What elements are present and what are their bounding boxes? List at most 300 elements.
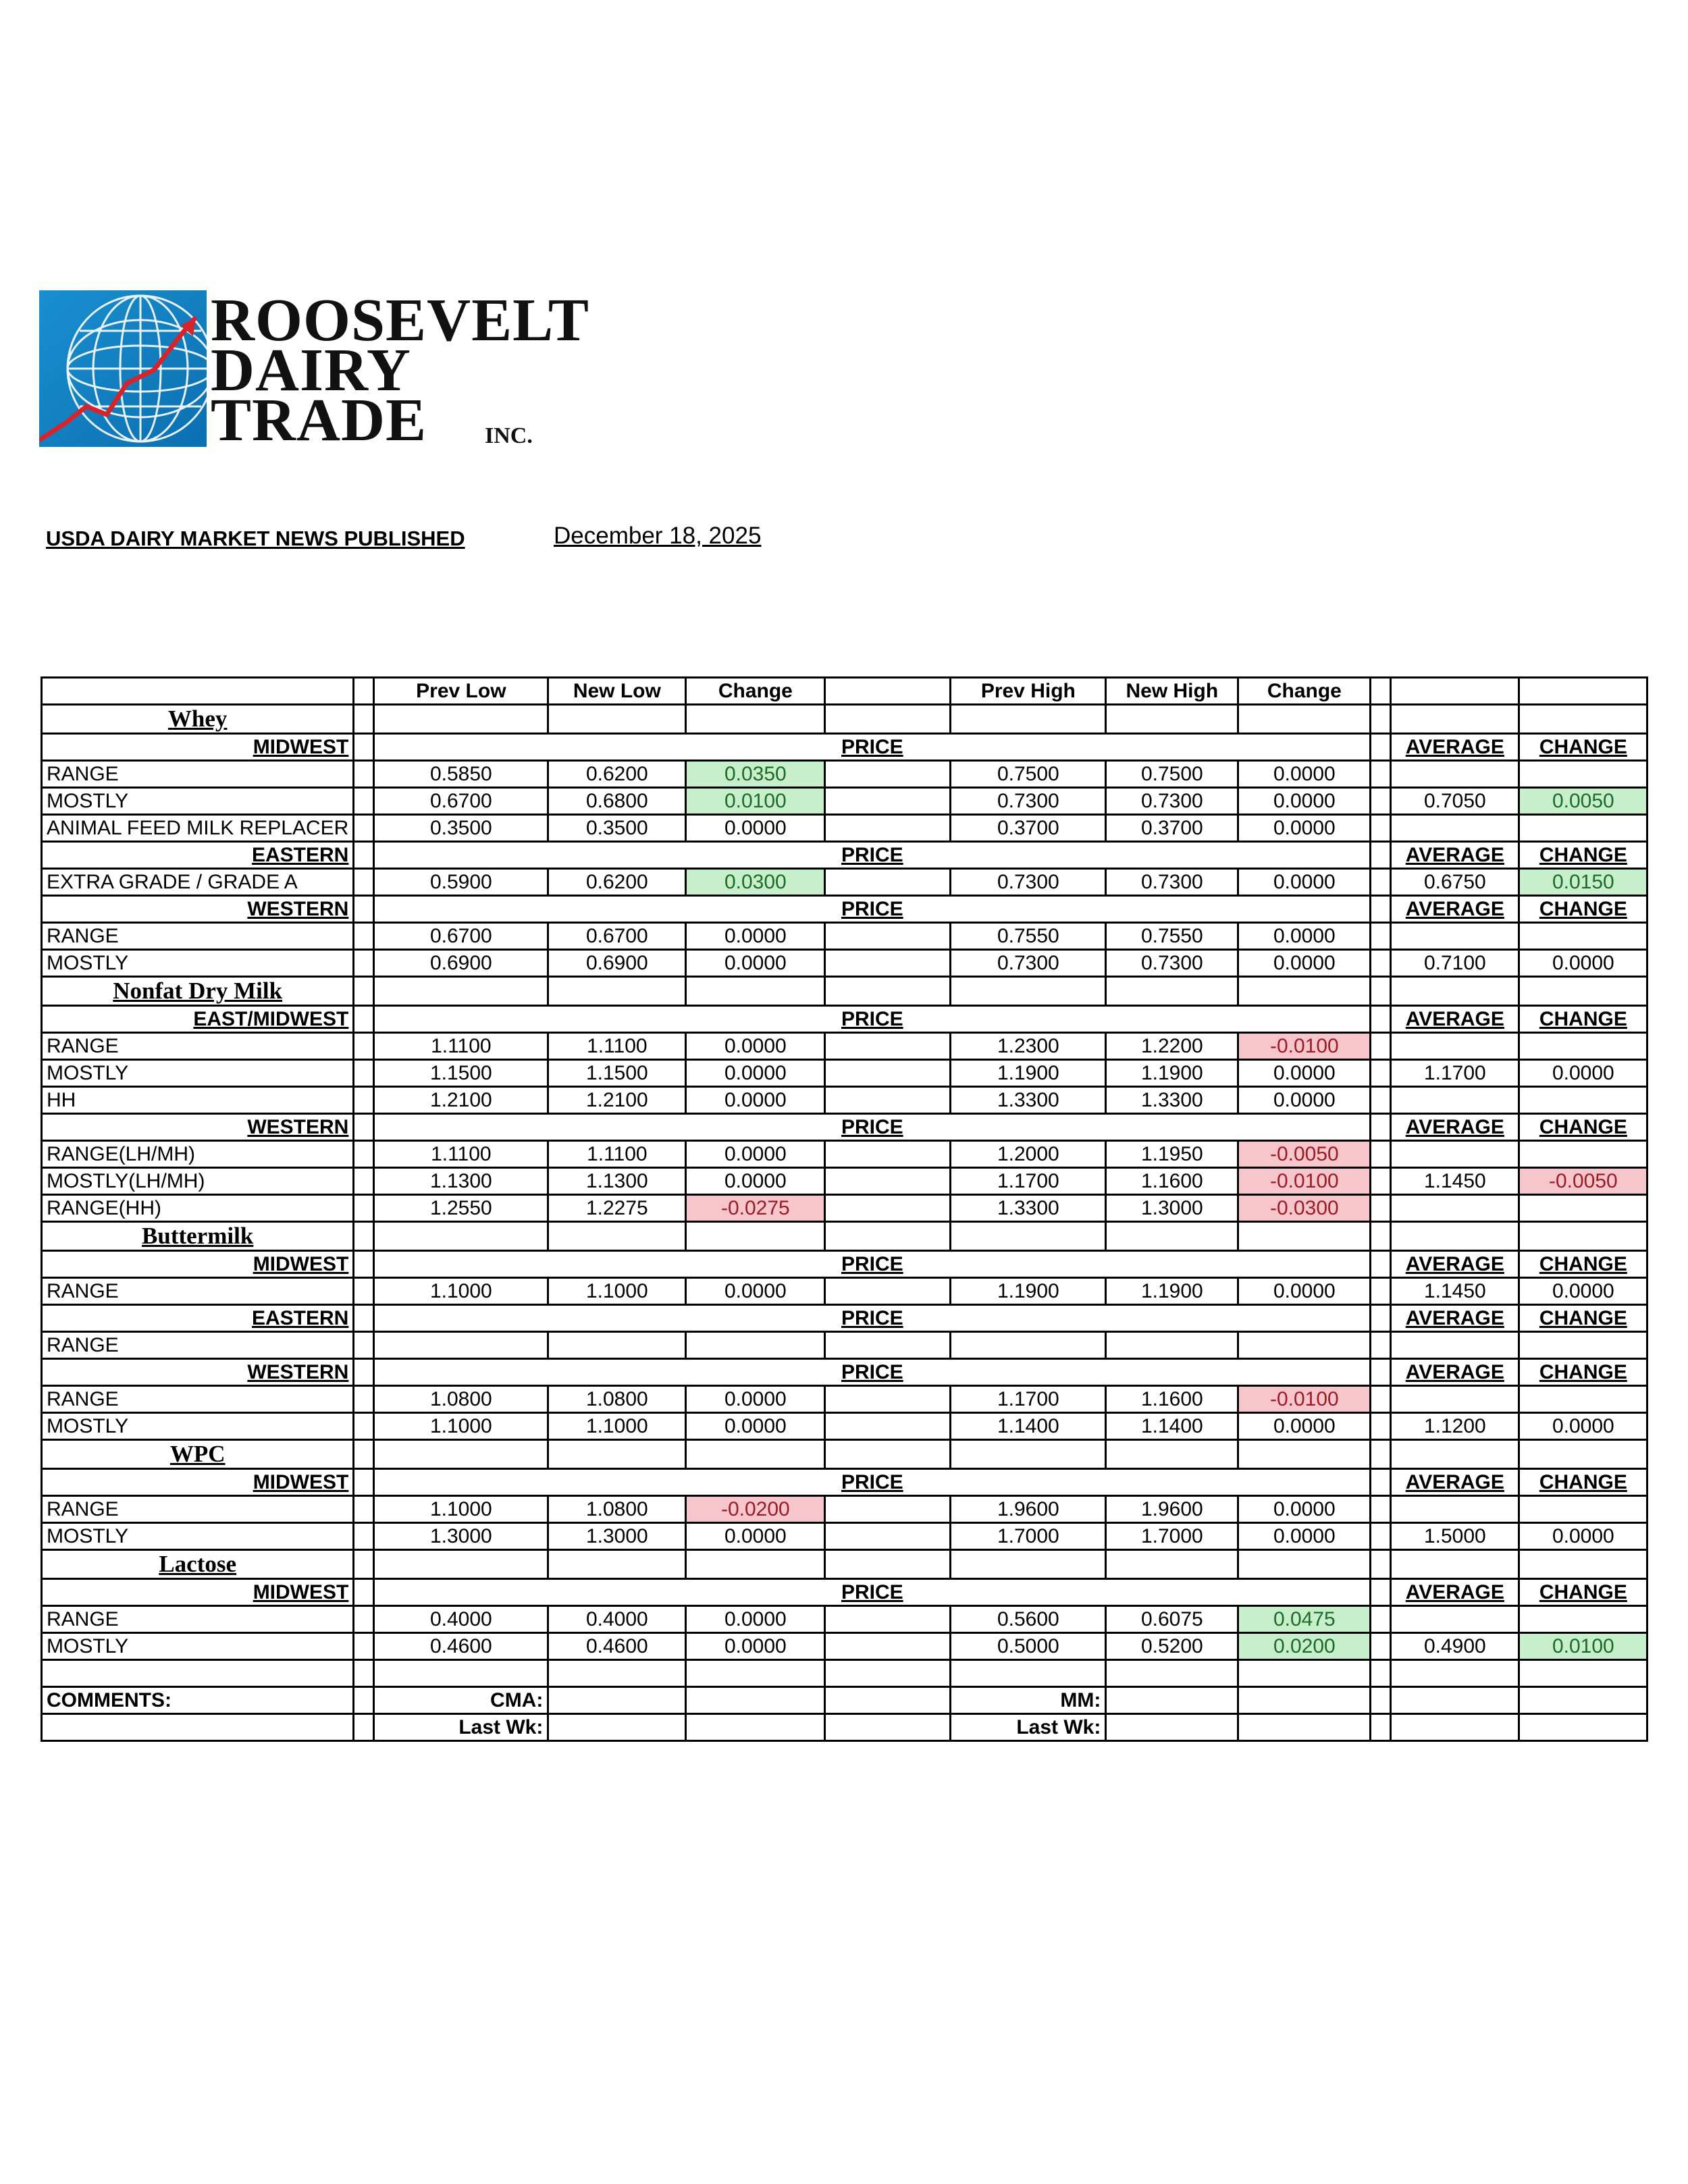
average-value [1391, 815, 1519, 842]
average-change-value [1519, 1087, 1647, 1114]
new-low-value: 0.6800 [548, 788, 686, 815]
cell [825, 705, 951, 734]
new-low-value: 1.0800 [548, 1496, 686, 1523]
cell [1371, 1168, 1391, 1195]
prev-high-value: 1.1900 [951, 1278, 1106, 1305]
table-row [42, 815, 1647, 842]
prev-high-value: 0.7500 [951, 761, 1106, 788]
cell [354, 705, 374, 734]
table-row [42, 761, 1647, 788]
change-label: CHANGE [1519, 842, 1647, 869]
prev-low-value: 1.3000 [374, 1523, 548, 1550]
cell [1106, 705, 1238, 734]
last-week-row [42, 1714, 1647, 1741]
new-high-value: 0.7300 [1106, 950, 1238, 977]
price-label: PRICE [374, 1305, 1371, 1332]
region-row [42, 1579, 1647, 1606]
region-name: EASTERN [42, 842, 354, 869]
product-name: Whey [42, 705, 354, 734]
cell [1371, 1633, 1391, 1660]
cell [1371, 1579, 1391, 1606]
new-low-value: 1.3000 [548, 1523, 686, 1550]
prev-high-value: 1.3300 [951, 1087, 1106, 1114]
product-row [42, 1550, 1647, 1579]
prev-low-value: 1.2550 [374, 1195, 548, 1222]
cell [354, 815, 374, 842]
cell [825, 1060, 951, 1087]
average-change-value: 0.0000 [1519, 1523, 1647, 1550]
cell [1371, 1469, 1391, 1496]
cell [1371, 1006, 1391, 1033]
cell [1106, 1440, 1238, 1469]
average-change-value [1519, 1386, 1647, 1413]
table-row [42, 1278, 1647, 1305]
table-row [42, 1413, 1647, 1440]
average-change-value: 0.0100 [1519, 1633, 1647, 1660]
cell [1371, 842, 1391, 869]
change-low-value: 0.0000 [686, 1413, 825, 1440]
cell [1371, 734, 1391, 761]
spacer-row [42, 1660, 1647, 1687]
price-label: PRICE [374, 1359, 1371, 1386]
last-week-mm-input[interactable] [1106, 1714, 1238, 1741]
cell [825, 923, 951, 950]
new-high-value: 1.7000 [1106, 1523, 1238, 1550]
average-value: 1.1450 [1391, 1278, 1519, 1305]
change-low-value: 0.0000 [686, 1633, 825, 1660]
average-change-value [1519, 815, 1647, 842]
region-name: EASTERN [42, 1305, 354, 1332]
average-change-value [1519, 761, 1647, 788]
cell [354, 1305, 374, 1332]
prev-low-value: 0.6700 [374, 923, 548, 950]
mm-input[interactable] [1106, 1687, 1238, 1714]
cell [1371, 761, 1391, 788]
cell [354, 977, 374, 1006]
cell [1371, 1386, 1391, 1413]
cell [354, 678, 374, 705]
product-name: Nonfat Dry Milk [42, 977, 354, 1006]
change-high-value: 0.0000 [1238, 1413, 1371, 1440]
cell [825, 1386, 951, 1413]
cell [825, 1278, 951, 1305]
cell [686, 977, 825, 1006]
cell [354, 1087, 374, 1114]
prev-high-value: 0.7300 [951, 869, 1106, 896]
change-low-value: 0.0000 [686, 1087, 825, 1114]
table-row [42, 923, 1647, 950]
average-label: AVERAGE [1391, 1305, 1519, 1332]
table-row [42, 1195, 1647, 1222]
new-low-value: 0.3500 [548, 815, 686, 842]
change-low-value: 0.0000 [686, 1523, 825, 1550]
change-high-value: -0.0100 [1238, 1386, 1371, 1413]
cell [1519, 977, 1647, 1006]
logo-line-3: TRADE [211, 387, 427, 454]
product-name: Lactose [42, 1550, 354, 1579]
cell [354, 1523, 374, 1550]
cell [1371, 1332, 1391, 1359]
cell [1106, 1222, 1238, 1251]
cell [1371, 705, 1391, 734]
change-high-value: 0.0000 [1238, 1523, 1371, 1550]
change-high-value: -0.0050 [1238, 1141, 1371, 1168]
cell [1371, 950, 1391, 977]
row-label: RANGE [42, 1332, 354, 1359]
col-new-low: New Low [548, 678, 686, 705]
change-high-value [1238, 1332, 1371, 1359]
cell [825, 1222, 951, 1251]
average-label: AVERAGE [1391, 734, 1519, 761]
change-low-value: 0.0000 [686, 1141, 825, 1168]
average-value [1391, 1332, 1519, 1359]
change-low-value: 0.0000 [686, 1168, 825, 1195]
change-high-value: -0.0100 [1238, 1168, 1371, 1195]
change-high-value: 0.0000 [1238, 923, 1371, 950]
price-table [41, 676, 1648, 1742]
prev-low-value: 1.1000 [374, 1278, 548, 1305]
cell [1519, 1222, 1647, 1251]
cell [1238, 1222, 1371, 1251]
average-value [1391, 1606, 1519, 1633]
cma-input[interactable] [548, 1687, 686, 1714]
change-low-value [686, 1332, 825, 1359]
prev-high-value [951, 1332, 1106, 1359]
table-row [42, 1332, 1647, 1359]
new-high-value: 1.1400 [1106, 1413, 1238, 1440]
cell [354, 1469, 374, 1496]
cell [548, 977, 686, 1006]
change-low-value: 0.0000 [686, 950, 825, 977]
new-low-value: 0.6700 [548, 923, 686, 950]
table-row [42, 1060, 1647, 1087]
change-low-value: 0.0100 [686, 788, 825, 815]
change-high-value: 0.0475 [1238, 1606, 1371, 1633]
cell [354, 1579, 374, 1606]
col-change-low: Change [686, 678, 825, 705]
row-label: RANGE [42, 761, 354, 788]
logo-line-1: ROOSEVELT [211, 287, 589, 354]
table-row [42, 869, 1647, 896]
col-prev-high: Prev High [951, 678, 1106, 705]
region-row [42, 842, 1647, 869]
prev-high-value: 0.5600 [951, 1606, 1106, 1633]
cell [548, 1222, 686, 1251]
new-low-value [548, 1332, 686, 1359]
row-label: RANGE [42, 1278, 354, 1305]
row-label: MOSTLY [42, 1523, 354, 1550]
average-change-value: 0.0150 [1519, 869, 1647, 896]
prev-high-value: 1.2000 [951, 1141, 1106, 1168]
row-label: MOSTLY [42, 788, 354, 815]
cell [1371, 1114, 1391, 1141]
row-label: RANGE [42, 1386, 354, 1413]
col-new-high: New High [1106, 678, 1238, 705]
new-low-value: 1.1100 [548, 1033, 686, 1060]
cell [686, 705, 825, 734]
prev-low-value [374, 1332, 548, 1359]
average-change-value: 0.0000 [1519, 1060, 1647, 1087]
cell [1106, 1550, 1238, 1579]
new-low-value: 1.0800 [548, 1386, 686, 1413]
region-name: WESTERN [42, 1359, 354, 1386]
row-label: HH [42, 1087, 354, 1114]
cell [951, 1440, 1106, 1469]
new-low-value: 1.1100 [548, 1141, 686, 1168]
change-high-value: 0.0000 [1238, 1087, 1371, 1114]
new-low-value: 1.2275 [548, 1195, 686, 1222]
region-row [42, 1359, 1647, 1386]
prev-high-value: 0.7300 [951, 950, 1106, 977]
product-row [42, 1222, 1647, 1251]
change-high-value: 0.0000 [1238, 869, 1371, 896]
average-change-value [1519, 1033, 1647, 1060]
new-high-value: 1.1900 [1106, 1060, 1238, 1087]
cell [1371, 1440, 1391, 1469]
cma-label: CMA: [374, 1687, 548, 1714]
prev-high-value: 1.1700 [951, 1168, 1106, 1195]
average-change-value: -0.0050 [1519, 1168, 1647, 1195]
cell [825, 1633, 951, 1660]
cell [354, 1496, 374, 1523]
new-high-value: 1.3000 [1106, 1195, 1238, 1222]
cell [1371, 1305, 1391, 1332]
cell [354, 788, 374, 815]
cell [1371, 1033, 1391, 1060]
change-high-value: 0.0000 [1238, 788, 1371, 815]
cell [354, 869, 374, 896]
average-value [1391, 1141, 1519, 1168]
new-high-value [1106, 1332, 1238, 1359]
region-row [42, 896, 1647, 923]
row-label: MOSTLY [42, 1633, 354, 1660]
cell [1371, 1523, 1391, 1550]
change-label: CHANGE [1519, 734, 1647, 761]
cell [354, 1413, 374, 1440]
cell [825, 1606, 951, 1633]
cell [1371, 1222, 1391, 1251]
cell [1106, 977, 1238, 1006]
change-low-value: -0.0200 [686, 1496, 825, 1523]
price-label: PRICE [374, 1469, 1371, 1496]
price-label: PRICE [374, 1579, 1371, 1606]
cell [354, 1440, 374, 1469]
prev-low-value: 0.3500 [374, 815, 548, 842]
row-label: EXTRA GRADE / GRADE A [42, 869, 354, 896]
cell [354, 761, 374, 788]
cell [1519, 705, 1647, 734]
logo-line-2: DAIRY [211, 337, 411, 404]
cell [825, 788, 951, 815]
cell [354, 1168, 374, 1195]
prev-low-value: 1.2100 [374, 1087, 548, 1114]
comments-label: COMMENTS: [42, 1687, 354, 1714]
prev-low-value: 0.6900 [374, 950, 548, 977]
average-change-value: 0.0000 [1519, 1278, 1647, 1305]
average-label: AVERAGE [1391, 1006, 1519, 1033]
cell [825, 977, 951, 1006]
cell [354, 1141, 374, 1168]
cell [825, 815, 951, 842]
new-high-value: 0.6075 [1106, 1606, 1238, 1633]
table-row [42, 1168, 1647, 1195]
region-name: MIDWEST [42, 1251, 354, 1278]
change-low-value: 0.0000 [686, 1386, 825, 1413]
cell [686, 1440, 825, 1469]
cell [1371, 1359, 1391, 1386]
region-row [42, 1114, 1647, 1141]
globe-icon [39, 290, 207, 447]
price-label: PRICE [374, 734, 1371, 761]
table-row [42, 1496, 1647, 1523]
cell [951, 977, 1106, 1006]
row-label: ANIMAL FEED MILK REPLACER [42, 815, 354, 842]
region-row [42, 1469, 1647, 1496]
average-value [1391, 1087, 1519, 1114]
average-value [1391, 761, 1519, 788]
cell [354, 1386, 374, 1413]
cell [354, 1278, 374, 1305]
cell [42, 678, 354, 705]
cell [825, 1440, 951, 1469]
cell [825, 1033, 951, 1060]
region-row [42, 734, 1647, 761]
prev-high-value: 1.2300 [951, 1033, 1106, 1060]
change-label: CHANGE [1519, 1359, 1647, 1386]
prev-low-value: 0.4000 [374, 1606, 548, 1633]
new-high-value: 0.7500 [1106, 761, 1238, 788]
region-row [42, 1006, 1647, 1033]
cell [825, 1087, 951, 1114]
cell [354, 1251, 374, 1278]
product-row [42, 1440, 1647, 1469]
average-value: 0.7100 [1391, 950, 1519, 977]
cell [951, 705, 1106, 734]
new-low-value: 1.1000 [548, 1278, 686, 1305]
cell [1371, 678, 1391, 705]
row-label: RANGE [42, 923, 354, 950]
average-value: 1.1700 [1391, 1060, 1519, 1087]
new-high-value: 0.7300 [1106, 869, 1238, 896]
new-high-value: 1.1600 [1106, 1386, 1238, 1413]
average-label: AVERAGE [1391, 1579, 1519, 1606]
cell [1371, 977, 1391, 1006]
cell [354, 950, 374, 977]
average-value [1391, 1496, 1519, 1523]
new-high-value: 0.7550 [1106, 923, 1238, 950]
cell [1371, 1060, 1391, 1087]
cell [1371, 869, 1391, 896]
new-low-value: 1.1500 [548, 1060, 686, 1087]
cell [1371, 896, 1391, 923]
cell [354, 842, 374, 869]
cell [1371, 1278, 1391, 1305]
change-high-value: 0.0200 [1238, 1633, 1371, 1660]
change-low-value: 0.0300 [686, 869, 825, 896]
last-week-cma-input[interactable] [548, 1714, 686, 1741]
cell [1371, 1413, 1391, 1440]
new-low-value: 1.1000 [548, 1413, 686, 1440]
cell [354, 1006, 374, 1033]
average-change-value: 0.0000 [1519, 950, 1647, 977]
region-name: MIDWEST [42, 1469, 354, 1496]
row-label: MOSTLY [42, 950, 354, 977]
cell [354, 1633, 374, 1660]
table-row [42, 1606, 1647, 1633]
cell [825, 869, 951, 896]
change-low-value: 0.0000 [686, 1278, 825, 1305]
table-row [42, 1386, 1647, 1413]
change-high-value: 0.0000 [1238, 1060, 1371, 1087]
cell [825, 1413, 951, 1440]
comments-row [42, 1687, 1647, 1714]
change-high-value: 0.0000 [1238, 950, 1371, 977]
cell [825, 678, 951, 705]
cell [1391, 1222, 1519, 1251]
new-high-value: 1.1600 [1106, 1168, 1238, 1195]
region-name: MIDWEST [42, 734, 354, 761]
prev-low-value: 0.5900 [374, 869, 548, 896]
prev-low-value: 1.1300 [374, 1168, 548, 1195]
average-label: AVERAGE [1391, 1359, 1519, 1386]
row-label: RANGE(HH) [42, 1195, 354, 1222]
table-row [42, 1523, 1647, 1550]
average-value: 1.5000 [1391, 1523, 1519, 1550]
prev-low-value: 1.0800 [374, 1386, 548, 1413]
cell [374, 705, 548, 734]
average-value: 0.7050 [1391, 788, 1519, 815]
prev-high-value: 0.7300 [951, 788, 1106, 815]
new-high-value: 1.1950 [1106, 1141, 1238, 1168]
cell [1391, 1550, 1519, 1579]
cell [354, 1550, 374, 1579]
cell [374, 1550, 548, 1579]
cell [374, 977, 548, 1006]
change-low-value: 0.0000 [686, 815, 825, 842]
row-label: MOSTLY [42, 1060, 354, 1087]
last-week-label: Last Wk: [374, 1714, 548, 1741]
change-low-value: -0.0275 [686, 1195, 825, 1222]
change-label: CHANGE [1519, 1251, 1647, 1278]
change-label: CHANGE [1519, 1469, 1647, 1496]
cell [951, 1550, 1106, 1579]
cell [825, 1496, 951, 1523]
average-value [1391, 1386, 1519, 1413]
average-value [1391, 1195, 1519, 1222]
table-row [42, 1033, 1647, 1060]
cell [354, 734, 374, 761]
cell [825, 1550, 951, 1579]
average-value [1391, 923, 1519, 950]
change-low-value: 0.0000 [686, 923, 825, 950]
new-low-value: 0.6200 [548, 869, 686, 896]
new-low-value: 1.1300 [548, 1168, 686, 1195]
mm-label: MM: [951, 1687, 1106, 1714]
prev-low-value: 1.1100 [374, 1141, 548, 1168]
cell [548, 1550, 686, 1579]
prev-low-value: 1.1500 [374, 1060, 548, 1087]
average-label: AVERAGE [1391, 1114, 1519, 1141]
cell [825, 950, 951, 977]
cell [1371, 1550, 1391, 1579]
cell [1371, 1087, 1391, 1114]
row-label: RANGE [42, 1496, 354, 1523]
price-label: PRICE [374, 1006, 1371, 1033]
col-change-high: Change [1238, 678, 1371, 705]
cell [548, 705, 686, 734]
product-name: WPC [42, 1440, 354, 1469]
cell [1519, 1550, 1647, 1579]
